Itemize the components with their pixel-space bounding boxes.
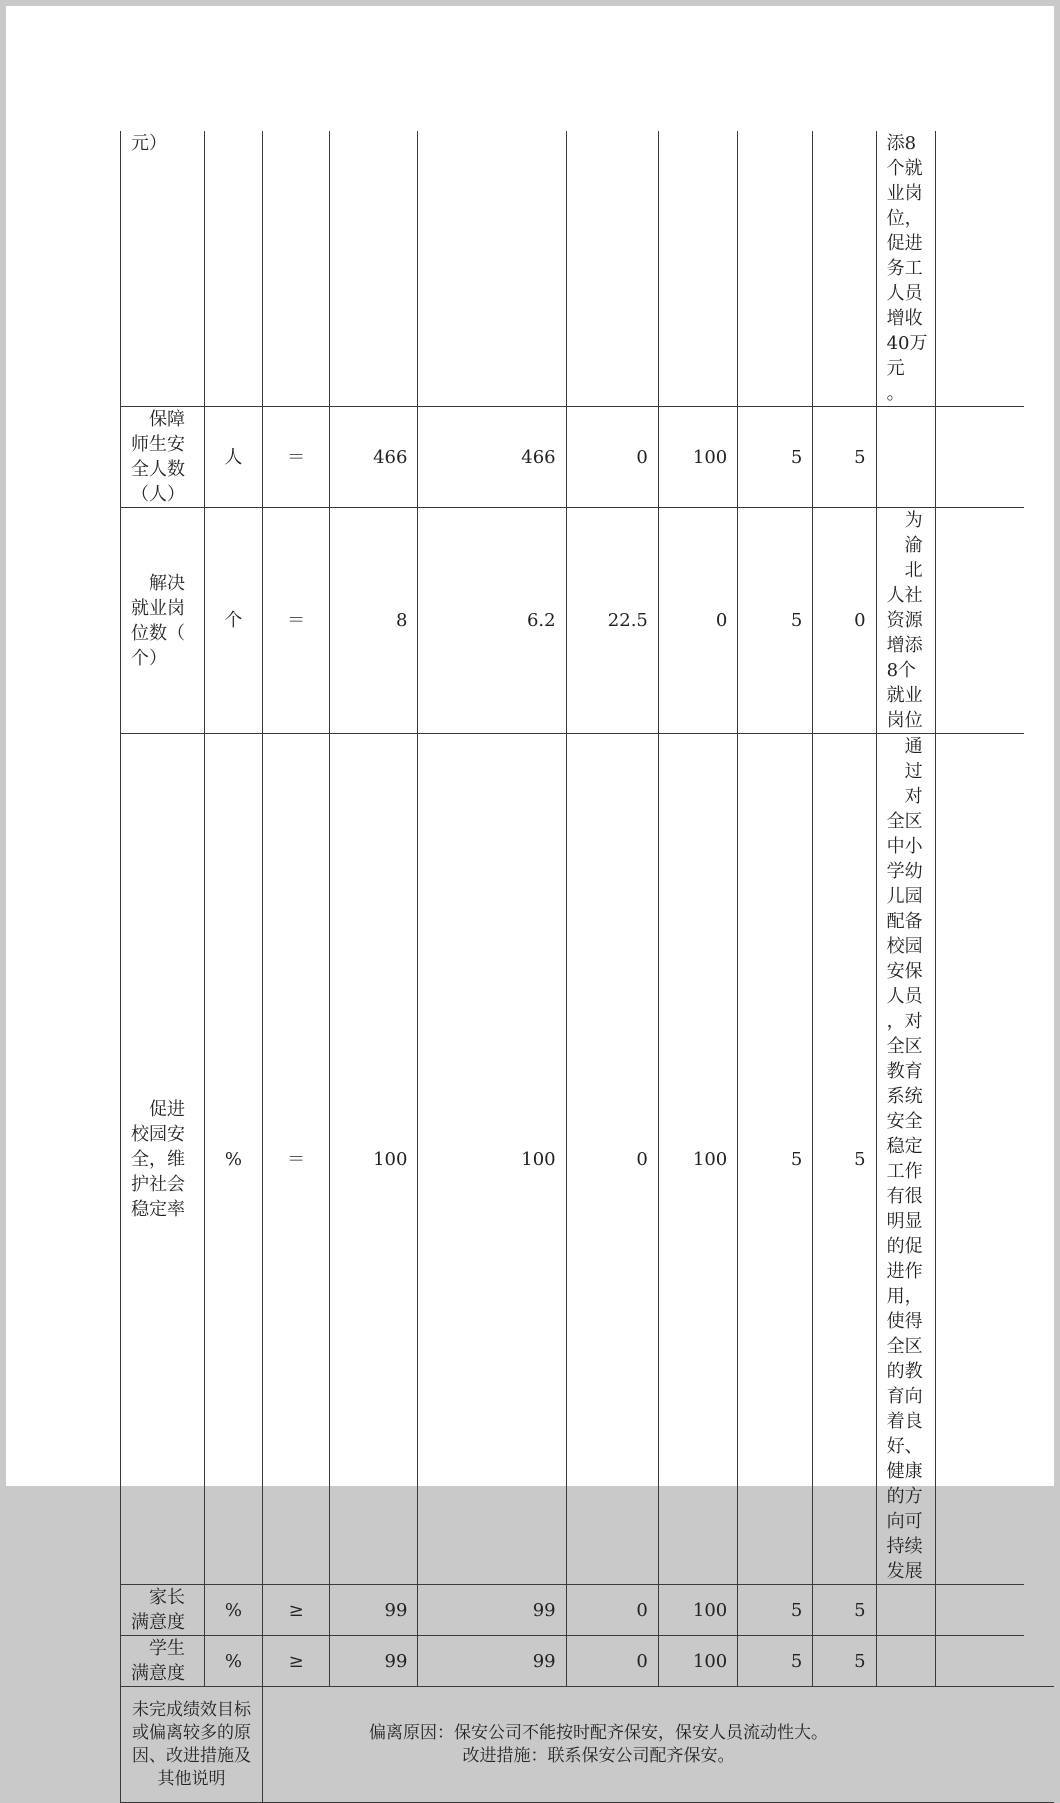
document-page [6,6,1054,1789]
unit-cell: % [204,734,262,1585]
deviation-cell: 0 [566,734,658,1585]
deviation-cell: 0 [566,1636,658,1687]
indicator-line: 保障 [149,409,185,430]
performance-table [120,131,1054,1803]
note-line: 工作有很 [886,1161,923,1207]
note-line: 明显的促 [886,1211,923,1257]
indicator-cell [121,508,205,734]
trailing-cell [936,508,1024,734]
note-line: 增添8个 [886,635,923,681]
table-row [121,508,1055,734]
unit-cell: % [204,1585,262,1636]
note-cell [876,734,936,1585]
note-cell [876,407,936,508]
score-cell [813,131,876,407]
table-row [121,131,1055,407]
explanation-text [263,1687,1054,1803]
score-cell: 5 [813,1585,876,1636]
indicator-cell [121,131,205,407]
note-cell [876,1636,936,1687]
indicator-line: 全人数 [131,459,185,480]
weight-cell: 5 [738,734,813,1585]
target-value-cell: 8 [330,508,418,734]
weight-cell: 5 [738,1636,813,1687]
unit-cell: 个 [204,508,262,734]
comparison-symbol-cell: ≥ [263,1585,330,1636]
note-line: 配备校园 [886,911,923,957]
trailing-cell [936,1585,1024,1636]
note-line: 人社资源 [886,585,923,631]
completion-rate-cell: 0 [658,508,737,734]
note-line: 添8个就 [886,133,923,179]
note-line: 人员增收 [886,283,923,329]
note-line: 教育系统 [886,1061,923,1107]
note-line: 40万元 [886,333,928,379]
completion-rate-cell: 100 [658,407,737,508]
indicator-line: 满意度 [131,1612,185,1633]
table-row [121,1636,1055,1687]
comparison-symbol-cell: ＝ [263,407,330,508]
deviation-cell: 0 [566,407,658,508]
note-line: 为渝北 [904,510,923,581]
indicator-line: （人） [131,484,185,505]
unit-cell: 人 [204,407,262,508]
note-line: 的教育向 [886,1361,923,1407]
note-line: 健康的方 [886,1461,923,1507]
completion-rate-cell: 100 [658,734,737,1585]
trailing-cell [936,407,1024,508]
indicator-line: 促进 [149,1098,185,1120]
table-row [121,734,1055,1585]
completion-rate-cell: 100 [658,1636,737,1687]
explanation-label: 未完成绩效目标或偏离较多的原因、改进措施及其他说明 [121,1687,263,1803]
target-value-cell: 99 [330,1636,418,1687]
indicator-cell [121,1585,205,1636]
actual-value-cell: 6.2 [418,508,566,734]
trailing-cell [936,734,1024,1585]
target-value-cell: 466 [330,407,418,508]
actual-value-cell: 99 [418,1585,566,1636]
indicator-line: 解决 [149,572,185,594]
weight-cell: 5 [738,508,813,734]
weight-cell: 5 [738,1585,813,1636]
note-line: 业岗位， [886,183,923,229]
table-row [121,1585,1055,1636]
note-line: 使得全区 [886,1311,923,1357]
indicator-line: 位数（ [131,622,185,644]
indicator-line: 师生安 [131,434,185,455]
indicator-line: 护社会 [131,1173,185,1195]
comparison-symbol-cell: ＝ [263,734,330,1585]
target-value-cell: 100 [330,734,418,1585]
actual-value-cell: 99 [418,1636,566,1687]
note-cell [876,131,936,407]
note-line: 促进务工 [886,233,923,279]
indicator-line: 稳定率 [131,1198,185,1220]
note-line: 学幼儿园 [886,861,923,907]
indicator-line: 家长 [149,1587,185,1608]
trailing-cell [936,131,1024,407]
note-cell [876,1585,936,1636]
indicator-line: 就业岗 [131,597,185,619]
completion-rate-cell: 100 [658,1585,737,1636]
target-value-cell [330,131,418,407]
note-line: ，对全区 [886,1011,923,1057]
note-line: 。 [886,383,905,404]
actual-value-cell: 466 [418,407,566,508]
weight-cell: 5 [738,407,813,508]
note-line: 向可持续 [886,1511,923,1557]
score-cell: 0 [813,508,876,734]
deviation-cell: 0 [566,1585,658,1636]
score-cell: 5 [813,407,876,508]
note-line: 全区中小 [886,811,923,857]
indicator-cell [121,1636,205,1687]
weight-cell [738,131,813,407]
note-line: 发展 [886,1561,923,1582]
note-line: 安全稳定 [886,1111,923,1157]
indicator-line: 全，维 [131,1148,185,1170]
indicator-cell [121,407,205,508]
note-line: 就业岗位 [886,685,923,731]
score-cell: 5 [813,734,876,1585]
note-line: 进作用， [886,1261,923,1307]
deviation-cell [566,131,658,407]
explanation-row [121,1687,1055,1803]
indicator-line: 满意度 [131,1663,185,1684]
indicator-line: 元） [131,133,167,154]
trailing-cell [936,1636,1024,1687]
table-row [121,407,1055,508]
note-line: 着良好、 [886,1411,923,1457]
note-line: 通过对 [904,736,923,807]
note-line: 安保人员 [886,961,923,1007]
deviation-cell: 22.5 [566,508,658,734]
comparison-symbol-cell [263,131,330,407]
note-cell [876,508,936,734]
unit-cell [204,131,262,407]
indicator-line: 个） [131,647,167,669]
explanation-line: 改进措施：联系保安公司配齐保安。 [462,1745,735,1766]
completion-rate-cell [658,131,737,407]
score-cell: 5 [813,1636,876,1687]
comparison-symbol-cell: ≥ [263,1636,330,1687]
target-value-cell: 99 [330,1585,418,1636]
indicator-cell [121,734,205,1585]
indicator-line: 校园安 [131,1123,185,1145]
actual-value-cell: 100 [418,734,566,1585]
actual-value-cell [418,131,566,407]
explanation-line: 偏离原因：保安公司不能按时配齐保安，保安人员流动性大。 [369,1722,829,1743]
comparison-symbol-cell: ＝ [263,508,330,734]
unit-cell: % [204,1636,262,1687]
indicator-line: 学生 [149,1638,185,1659]
